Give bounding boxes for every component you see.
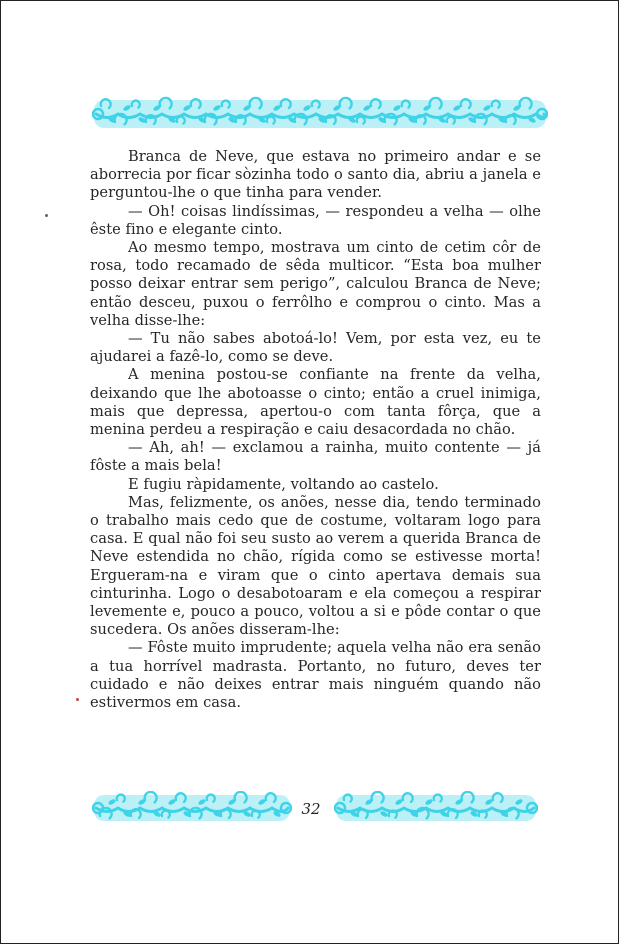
page-number: 32 (301, 800, 321, 818)
print-speck (45, 214, 48, 217)
bottom-left-ornament (92, 791, 292, 825)
paragraph: A menina postou-se confiante na frente da velha, deixando que lhe abotoasse o cinto; então a cruel inimiga, mais que depressa, apertou-o com tanta fôrça, que a menina perdeu a respiração e caiu desacordada no chão. (90, 366, 541, 439)
story-text (90, 148, 541, 712)
paragraph: — Ah, ah! — exclamou a rainha, muito contente — já fôste a mais bela! (90, 439, 541, 475)
print-speck (76, 698, 79, 701)
paragraph: — Oh! coisas lindíssimas, — respondeu a velha — olhe êste fino e elegante cinto. (90, 202, 541, 238)
paragraph: — Fôste muito imprudente; aquela velha não era senão a tua horrível madrasta. Portanto, no futuro, deves ter cuidado e não deixes entrar mais ninguém quando não estivermos em casa. (90, 639, 541, 712)
paragraph: Ao mesmo tempo, mostrava um cinto de cetim côr de rosa, todo recamado de sêda multicor. “Esta boa mulher posso deixar entrar sem perigo”, calculou Branca de Neve; então desceu, puxou o ferrôlho e comprou o cinto. Mas a velha disse-lhe: (90, 239, 541, 329)
top-ornament (92, 96, 548, 132)
paragraph: — Tu não sabes abotoá-lo! Vem, por esta vez, eu te ajudarei a fazê-lo, como se deve. (90, 330, 541, 366)
paragraph: Mas, felizmente, os anões, nesse dia, tendo terminado o trabalho mais cedo que de costume, voltaram logo para casa. E qual não foi seu susto ao verem a querida Branca de Neve estendida no chão, rígida como se estivesse morta! Ergueram-na e viram que o cinto apertava demais sua cinturinha. Logo o desabotoaram e ela começou a respirar levemente e, pouco a pouco, voltou a si e pôde contar o que sucedera. Os anões disseram-lhe: (90, 493, 541, 639)
paragraph: Branca de Neve, que estava no primeiro andar e se aborrecia por ficar sòzinha todo o santo dia, abriu a janela e perguntou-lhe o que tinha para vender. (90, 148, 541, 202)
bottom-right-ornament (334, 791, 538, 825)
paragraph: E fugiu ràpidamente, voltando ao castelo. (128, 475, 439, 493)
